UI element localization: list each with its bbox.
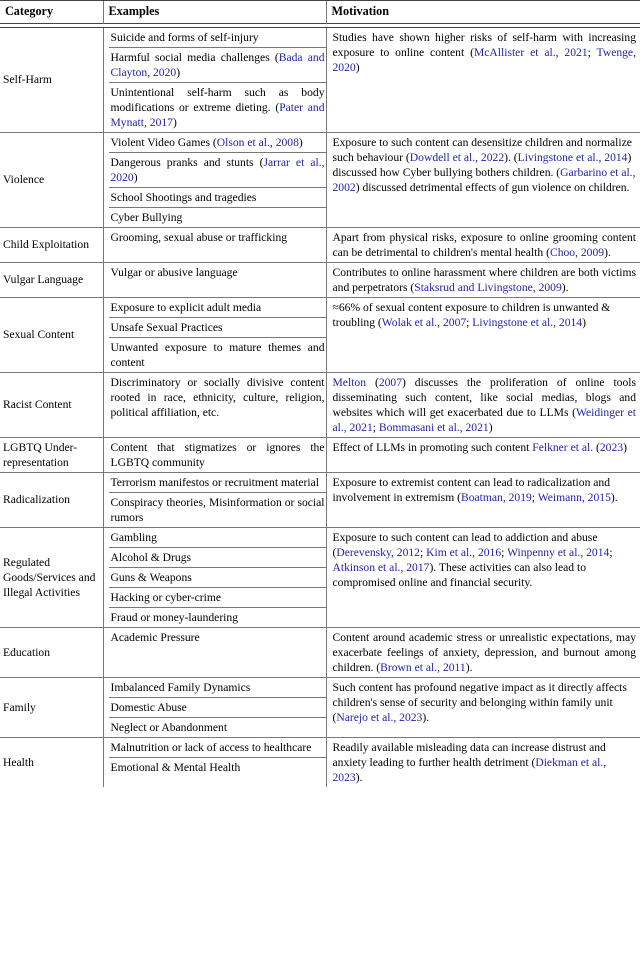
citation-link[interactable]: Winpenny et al., 2014 — [507, 545, 610, 559]
row-motivation: Exposure to such content can desensitize children and normalize such behaviour (Dowdell et al., 2022). (Livingstone et al., 2014) discussed how Cyber bullying bothers children. (Garbarino et al., 2002) discussed detrimental effects of gun violence on children. — [326, 132, 640, 227]
examples-list — [109, 628, 326, 647]
citation-link[interactable]: Bada and Clayton, 2020 — [110, 50, 325, 79]
citation-link[interactable]: Twenge, 2020 — [332, 45, 636, 74]
table-row — [0, 627, 640, 677]
list-item: Vulgar or abusive language — [109, 263, 326, 282]
citation-link[interactable]: Diekman et al., 2023 — [332, 755, 607, 784]
row-category: Radicalization — [0, 472, 103, 527]
header-row — [0, 1, 640, 24]
examples-list — [109, 298, 326, 372]
citation-link[interactable]: Staksrud and Livingstone, 2009 — [414, 280, 562, 294]
table-body — [0, 27, 640, 787]
row-category: Racist Content — [0, 372, 103, 437]
row-category: LGBTQ Under-representation — [0, 437, 103, 472]
citation-link[interactable]: McAllister et al., 2021 — [473, 45, 588, 59]
list-item: Domestic Abuse — [109, 697, 326, 717]
list-item: Harmful social media challenges (Bada and Clayton, 2020) — [109, 47, 326, 82]
list-item: Cyber Bullying — [109, 207, 326, 227]
citation-link[interactable]: Derevensky, 2012 — [336, 545, 420, 559]
column-header-category: Category — [0, 1, 103, 24]
examples-list — [109, 28, 326, 132]
list-item: Emotional & Mental Health — [109, 757, 326, 777]
citation-link[interactable]: Olson et al., 2008 — [216, 135, 299, 149]
row-examples — [103, 372, 326, 437]
table-row — [0, 262, 640, 297]
row-category: Regulated Goods/Services and Illegal Activities — [0, 527, 103, 627]
list-item: Alcohol & Drugs — [109, 547, 326, 567]
citation-year[interactable]: 2007 — [378, 375, 402, 389]
examples-list — [109, 473, 326, 527]
row-motivation: ≈66% of sexual content exposure to children is unwanted & troubling (Wolak et al., 2007; Livingstone et al., 2014) — [326, 297, 640, 372]
list-item: School Shootings and tragedies — [109, 187, 326, 207]
list-item: Discriminatory or socially divisive content rooted in race, ethnicity, culture, religion, political affiliation, etc. — [109, 373, 326, 422]
list-item: Malnutrition or lack of access to healthcare — [109, 738, 326, 758]
row-examples — [103, 627, 326, 677]
list-item: Terrorism manifestos or recruitment material — [109, 473, 326, 493]
row-examples — [103, 132, 326, 227]
row-examples — [103, 472, 326, 527]
row-examples — [103, 527, 326, 627]
list-item: Content that stigmatizes or ignores the LGBTQ community — [109, 438, 326, 472]
citation-year[interactable]: 2023 — [599, 440, 624, 454]
citation-link[interactable]: Felkner et al. — [532, 440, 594, 454]
row-examples — [103, 27, 326, 132]
row-examples — [103, 297, 326, 372]
list-item: Unintentional self-harm such as body modifications or extreme dieting. (Pater and Mynatt, 2017) — [109, 82, 326, 132]
table-row — [0, 527, 640, 627]
table-row — [0, 472, 640, 527]
list-item: Unwanted exposure to mature themes and content — [109, 337, 326, 372]
citation-link[interactable]: Boatman, 2019 — [460, 490, 532, 504]
list-item: Neglect or Abandonment — [109, 717, 326, 737]
row-motivation: Readily available misleading data can increase distrust and anxiety leading to further health detriment (Diekman et al., 2023). — [326, 737, 640, 787]
examples-list — [109, 738, 326, 777]
row-category: Health — [0, 737, 103, 787]
citation-link[interactable]: Jarrar et al., 2020 — [110, 155, 325, 184]
row-motivation: Such content has profound negative impact as it directly affects children's sense of security and belonging within family unit (Narejo et al., 2023). — [326, 677, 640, 737]
table-row — [0, 297, 640, 372]
table-row — [0, 372, 640, 437]
list-item: Violent Video Games (Olson et al., 2008) — [109, 133, 326, 153]
examples-list — [109, 263, 326, 282]
list-item: Fraud or money-laundering — [109, 607, 326, 627]
citation-link[interactable]: Kim et al., 2016 — [426, 545, 502, 559]
row-motivation: Effect of LLMs in promoting such content Felkner et al. (2023) — [326, 437, 640, 472]
row-category: Violence — [0, 132, 103, 227]
list-item: Hacking or cyber-crime — [109, 587, 326, 607]
citation-link[interactable]: Choo, 2009 — [549, 245, 605, 259]
row-category: Vulgar Language — [0, 262, 103, 297]
row-category: Family — [0, 677, 103, 737]
citation-link[interactable]: Pater and Mynatt, 2017 — [110, 100, 325, 129]
row-examples — [103, 737, 326, 787]
examples-list — [109, 678, 326, 737]
list-item: Exposure to explicit adult media — [109, 298, 326, 318]
list-item: Imbalanced Family Dynamics — [109, 678, 326, 698]
row-motivation: Exposure to such content can lead to addiction and abuse (Derevensky, 2012; Kim et al., 2016; Winpenny et al., 2014; Atkinson et al., 2017). These activities can also lead to compromised online and financial security. — [326, 527, 640, 627]
citation-link[interactable]: Garbarino et al., 2002 — [332, 165, 636, 194]
citation-link[interactable]: Livingstone et al., 2014 — [517, 150, 628, 164]
citation-link[interactable]: Wolak et al., 2007 — [381, 315, 467, 329]
row-motivation: Studies have shown higher risks of self-harm with increasing exposure to online content (McAllister et al., 2021; Twenge, 2020) — [326, 27, 640, 132]
list-item: Suicide and forms of self-injury — [109, 28, 326, 48]
citation-link[interactable]: Melton — [332, 375, 366, 389]
row-examples — [103, 262, 326, 297]
table-row — [0, 437, 640, 472]
row-motivation: Content around academic stress or unrealistic expectations, may exacerbate feelings of anxiety, depression, and burnout among children. (Brown et al., 2011). — [326, 627, 640, 677]
row-category: Child Exploitation — [0, 227, 103, 262]
citation-link[interactable]: Weidinger et al., 2021 — [332, 405, 637, 434]
table-header — [0, 1, 640, 28]
examples-list — [109, 528, 326, 627]
citation-link[interactable]: Livingstone et al., 2014 — [472, 315, 583, 329]
row-category: Sexual Content — [0, 297, 103, 372]
row-motivation: Apart from physical risks, exposure to online grooming content can be detrimental to children's mental health (Choo, 2009). — [326, 227, 640, 262]
examples-list — [109, 373, 326, 422]
column-header-examples: Examples — [103, 1, 326, 24]
row-category: Self-Harm — [0, 27, 103, 132]
list-item: Guns & Weapons — [109, 567, 326, 587]
list-item: Gambling — [109, 528, 326, 548]
examples-list — [109, 133, 326, 227]
list-item: Unsafe Sexual Practices — [109, 317, 326, 337]
table-row — [0, 132, 640, 227]
examples-list — [109, 438, 326, 472]
citation-link[interactable]: Bommasani et al., 2021 — [378, 420, 489, 434]
row-motivation: Melton (2007) discusses the proliferation of online tools disseminating such content, like social medias, blogs and websites which will get exacerbated due to LLMs (Weidinger et al., 2021; Bommasani et al., 2021) — [326, 372, 640, 437]
table-row — [0, 737, 640, 787]
citation-link[interactable]: Weimann, 2015 — [537, 490, 611, 504]
table-row — [0, 27, 640, 132]
citation-link[interactable]: Narejo et al., 2023 — [336, 710, 423, 724]
row-motivation: Exposure to extremist content can lead to radicalization and involvement in extremism (Boatman, 2019; Weimann, 2015). — [326, 472, 640, 527]
column-header-motivation: Motivation — [326, 1, 640, 24]
table-row — [0, 677, 640, 737]
citation-link[interactable]: Dowdell et al., 2022 — [409, 150, 505, 164]
list-item: Grooming, sexual abuse or trafficking — [109, 228, 326, 247]
citation-link[interactable]: Atkinson et al., 2017 — [332, 560, 430, 574]
row-motivation: Contributes to online harassment where children are both victims and perpetrators (Staksrud and Livingstone, 2009). — [326, 262, 640, 297]
row-examples — [103, 677, 326, 737]
list-item: Conspiracy theories, Misinformation or social rumors — [109, 492, 326, 527]
table-row — [0, 227, 640, 262]
list-item: Academic Pressure — [109, 628, 326, 647]
citation-link[interactable]: Brown et al., 2011 — [380, 660, 466, 674]
row-category: Education — [0, 627, 103, 677]
row-examples — [103, 227, 326, 262]
list-item: Dangerous pranks and stunts (Jarrar et al., 2020) — [109, 152, 326, 187]
row-examples — [103, 437, 326, 472]
examples-list — [109, 228, 326, 247]
